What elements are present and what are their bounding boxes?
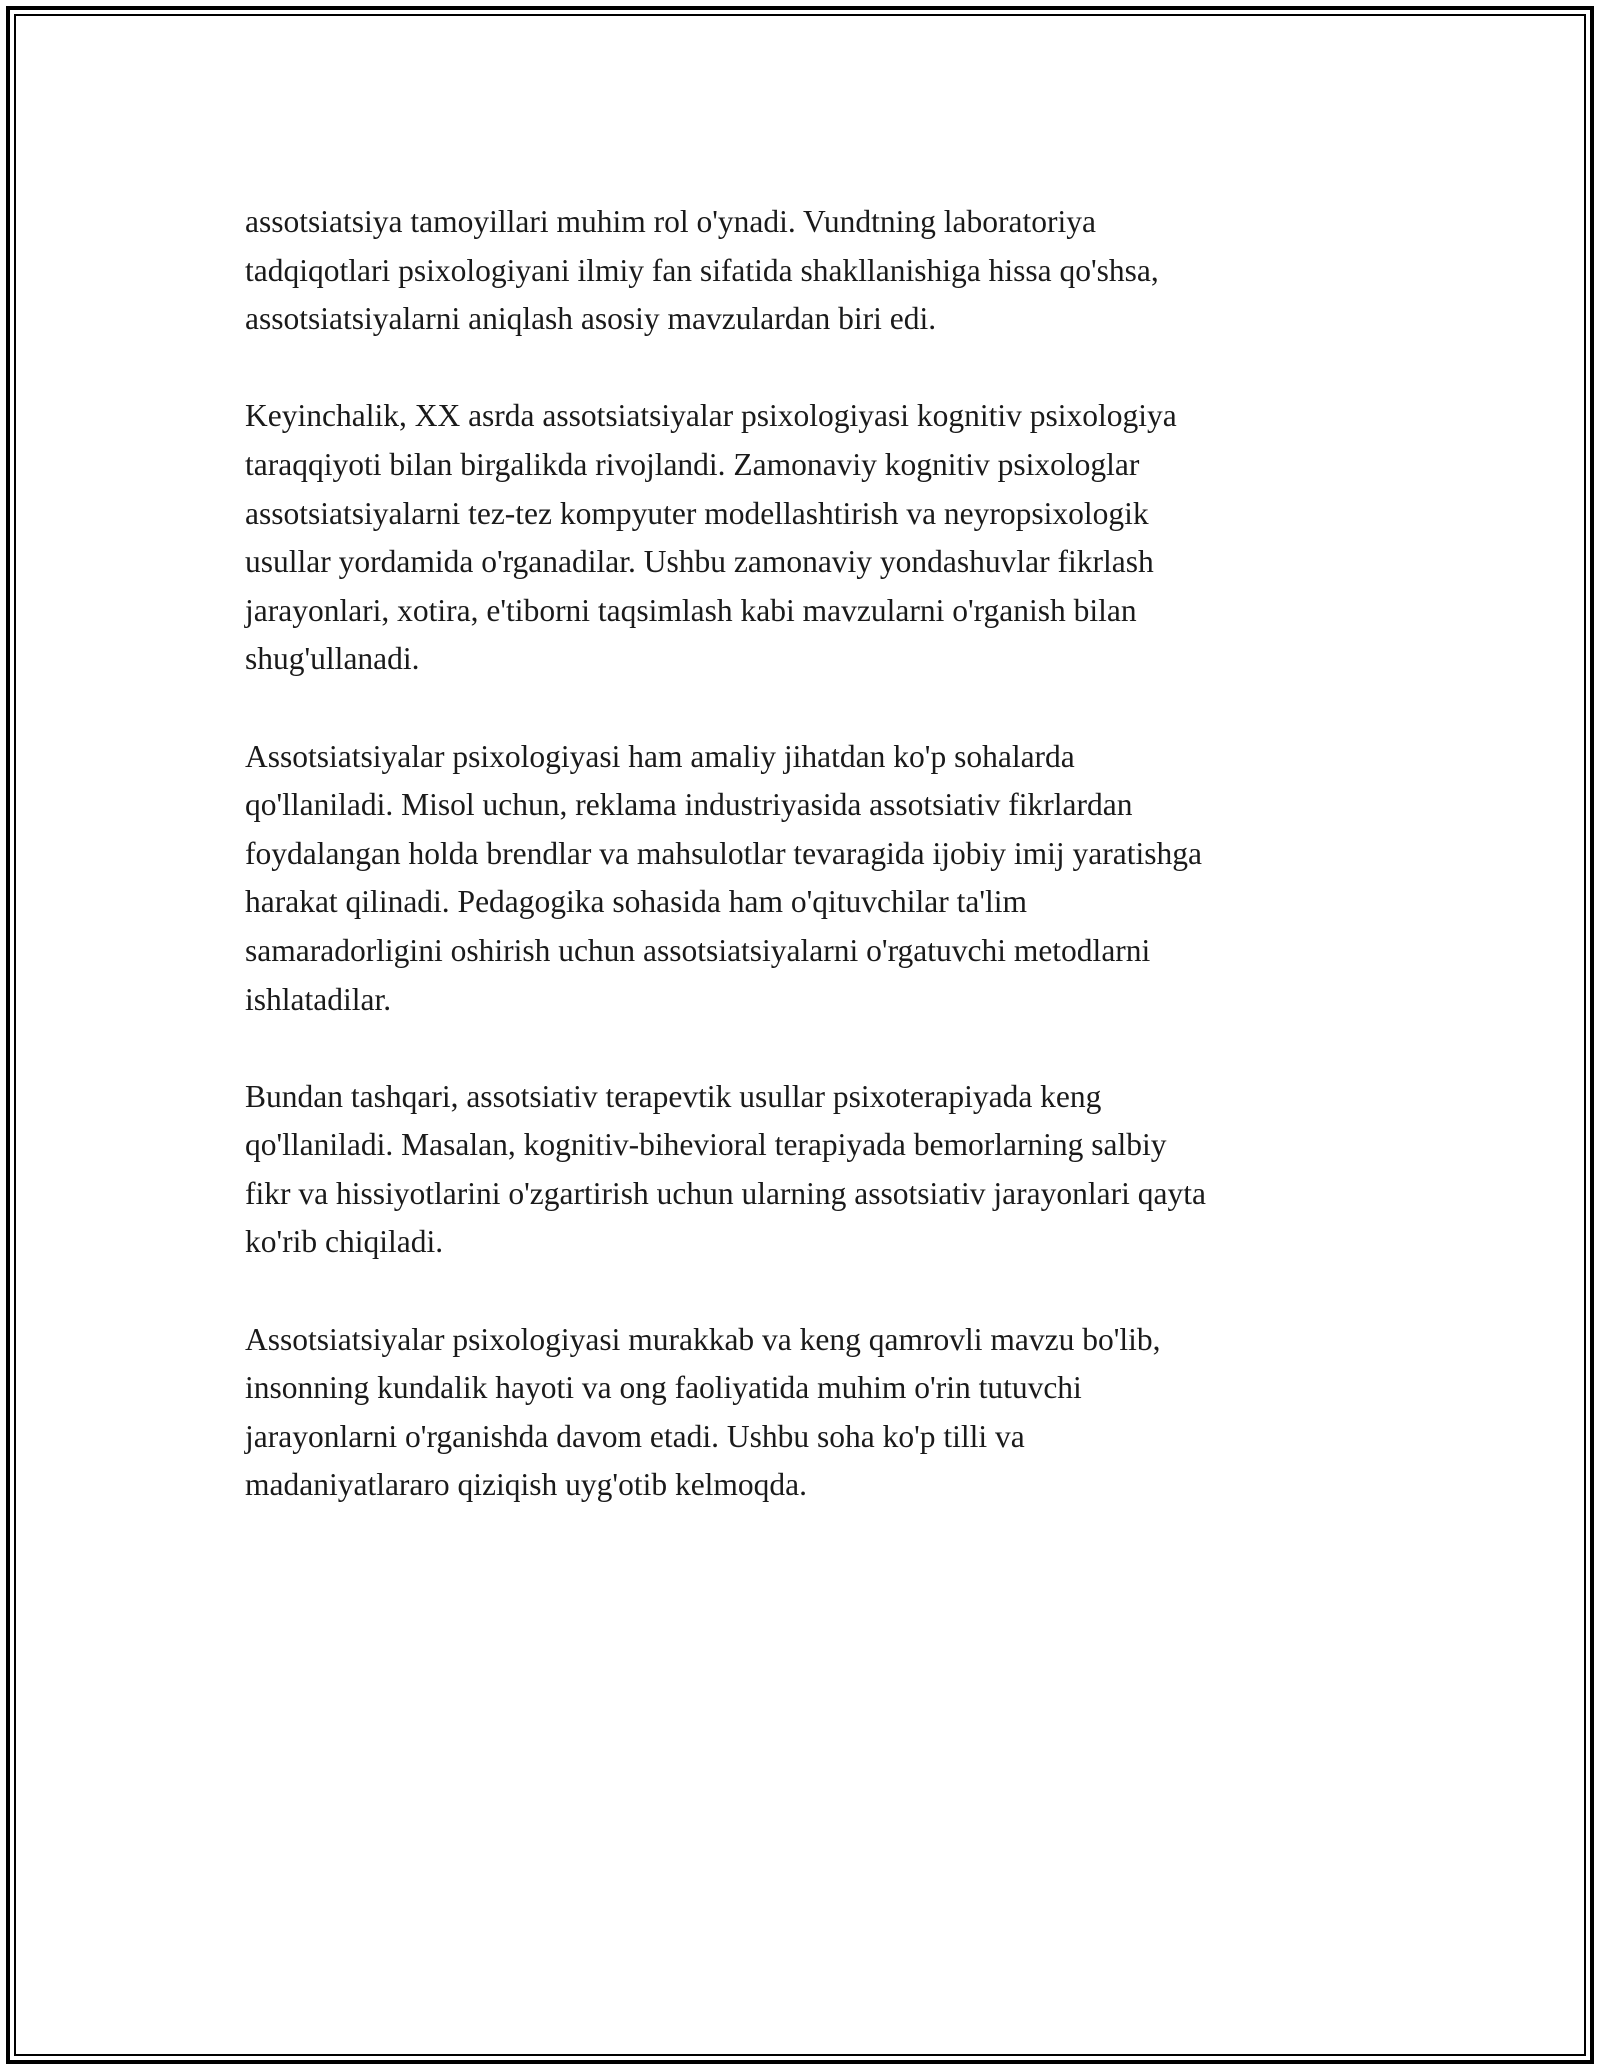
text-line: foydalangan holda brendlar va mahsulotlar tevaragida ijobiy imij yaratishga [245,835,1202,871]
paragraph-5 [245,1316,1375,1510]
text-line: Assotsiatsiyalar psixologiyasi ham amaliy jihatdan ko'p sohalarda [245,738,1075,774]
paragraph-3 [245,733,1375,1025]
paragraph-2 [245,392,1375,684]
text-line: usullar yordamida o'rganadilar. Ushbu zamonaviy yondashuvlar fikrlash [245,544,1154,580]
text-line: Keyinchalik, XX asrda assotsiatsiyalar psixologiyasi kognitiv psixologiya [245,398,1177,434]
text-line: Assotsiatsiyalar psixologiyasi murakkab va keng qamrovli mavzu bo'lib, [245,1321,1161,1357]
text-line: tadqiqotlari psixologiyani ilmiy fan sifatida shakllanishiga hissa qo'shsa, [245,252,1159,288]
document-body [245,198,1375,1559]
text-line: Bundan tashqari, assotsiativ terapevtik usullar psixoterapiyada keng [245,1078,1102,1114]
text-line: qo'llaniladi. Misol uchun, reklama industriyasida assotsiativ fikrlardan [245,787,1133,823]
text-line: ishlatadilar. [245,981,392,1017]
text-line: harakat qilinadi. Pedagogika sohasida ham o'qituvchilar ta'lim [245,884,1028,920]
text-line: ko'rib chiqiladi. [245,1224,444,1260]
text-line: assotsiatsiyalarni tez-tez kompyuter modellashtirish va neyropsixologik [245,495,1149,531]
text-line: madaniyatlararo qiziqish uyg'otib kelmoqda. [245,1467,808,1503]
paragraph-4 [245,1073,1375,1267]
text-line: assotsiatsiya tamoyillari muhim rol o'ynadi. Vundtning laboratoriya [245,204,1096,239]
paragraph-1 [245,198,1375,344]
text-line: jarayonlarni o'rganishda davom etadi. Ushbu soha ko'p tilli va [245,1418,1025,1454]
text-line: qo'llaniladi. Masalan, kognitiv-bihevioral terapiyada bemorlarning salbiy [245,1127,1167,1163]
text-line: assotsiatsiyalarni aniqlash asosiy mavzulardan biri edi. [245,301,937,337]
text-line: insonning kundalik hayoti va ong faoliyatida muhim o'rin tutuvchi [245,1370,1082,1406]
text-line: samaradorligini oshirish uchun assotsiatsiyalarni o'rgatuvchi metodlarni [245,932,1151,968]
text-line: fikr va hissiyotlarini o'zgartirish uchun ularning assotsiativ jarayonlari qayta [245,1175,1206,1211]
text-line: taraqqiyoti bilan birgalikda rivojlandi. Zamonaviy kognitiv psixologlar [245,446,1140,482]
text-line: jarayonlari, xotira, e'tiborni taqsimlash kabi mavzularni o'rganish bilan [245,592,1137,628]
page-border [6,6,1594,2064]
text-line: shug'ullanadi. [245,641,420,677]
